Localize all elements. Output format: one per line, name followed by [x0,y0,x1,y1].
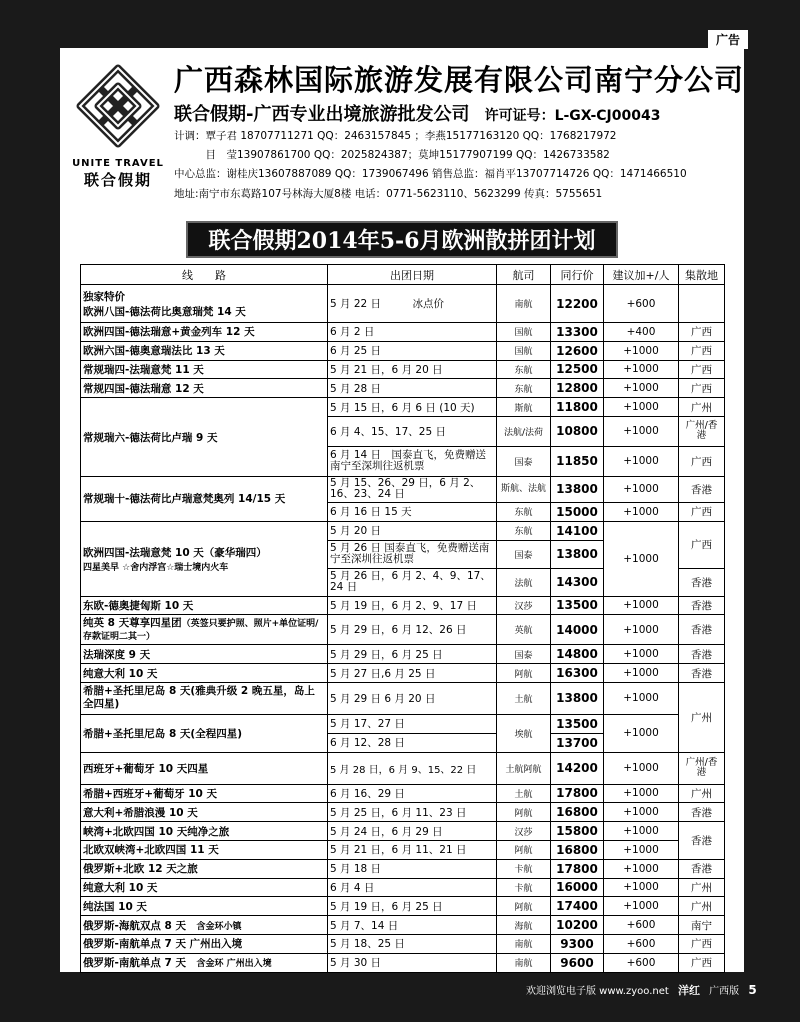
route-cell [81,615,328,645]
airline-cell: 国泰 [497,540,551,568]
dates-cell: 5 月 24 日，6 月 29 日 [328,822,497,841]
header-price: 同行价 [551,265,604,285]
table-row [81,596,725,615]
price-cell: 9300 [551,934,604,953]
logo-chinese: 联合假期 [83,171,152,189]
markup-cell: +1000 [604,803,679,822]
gather-cell: 广州/香港 [679,752,725,784]
dates-cell: 5 月 29 日，6 月 25 日 [328,645,497,664]
logo [66,60,170,204]
airline-cell: 国泰 [497,645,551,664]
route-cell: 俄罗斯+北欧 12 天之旅 [81,859,328,878]
company-name: 广西森林国际旅游发展有限公司南宁分公司 [174,63,745,97]
price-cell: 10800 [551,416,604,446]
markup-cell: +1000 [604,859,679,878]
markup-cell: +1000 [604,752,679,784]
table-row [81,398,725,417]
gather-cell: 香港 [679,859,725,878]
route-cell [81,521,328,596]
gather-cell: 香港 [679,615,725,645]
table-row [81,615,725,645]
gather-cell: 广西 [679,934,725,953]
dates-cell: 5 月 18 日 [328,859,497,878]
dates-cell: 5 月 22 日 冰点价 [328,285,497,323]
price-cell: 11800 [551,398,604,417]
plan-banner: 联合假期2014年5-6月欧洲散拼团计划 [186,221,618,258]
dates-cell: 6 月 12、28 日 [328,733,497,752]
airline-cell: 土航阿航 [497,752,551,784]
table-row [81,784,725,803]
contact-line: 计调：覃子君 18707711271 QQ：2463157845 ；李燕15177163120 QQ：1768217972 [174,130,617,142]
route-cell: 欧洲四国-德法瑞意+黄金列车 12 天 [81,323,328,342]
route-cell: 纯意大利 10 天 [81,664,328,683]
price-cell: 10200 [551,916,604,935]
table-header-row [81,265,725,285]
dates-cell: 5 月 29 日，6 月 12、26 日 [328,615,497,645]
route-cell: 常规瑞四-法瑞意梵 11 天 [81,360,328,379]
company-header [60,48,744,208]
header-route: 线 路 [81,265,328,285]
special-label: 独家特价 [83,290,125,303]
price-cell: 16000 [551,878,604,897]
markup-cell: +1000 [604,714,679,752]
footer-edition: 广西版 [709,986,740,997]
route-cell: 常规四国-德法瑞意 12 天 [81,379,328,398]
price-cell: 13300 [551,323,604,342]
airline-cell: 海航 [497,916,551,935]
table-row [81,953,725,972]
gather-cell: 南宁 [679,916,725,935]
license-number: 许可证号：L-GX-CJ00043 [484,108,661,124]
price-cell: 12500 [551,360,604,379]
dates-cell: 5 月 21 日，6 月 11、21 日 [328,840,497,859]
dates-cell: 5 月 19 日，6 月 2、9、17 日 [328,596,497,615]
gather-cell: 广州 [679,398,725,417]
airline-cell: 国航 [497,323,551,342]
dates-cell: 5 月 21 日，6 月 20 日 [328,360,497,379]
table-row [81,645,725,664]
route-cell: 法瑞深度 9 天 [81,645,328,664]
gather-cell: 广西 [679,953,725,972]
dates-cell: 5 月 28 日，6 月 9、15、22 日 [328,752,497,784]
airline-cell: 东航 [497,360,551,379]
markup-cell: +1000 [604,596,679,615]
price-cell: 17400 [551,897,604,916]
markup-cell: +1000 [604,476,679,502]
header-dates: 出团日期 [328,265,497,285]
dates-cell: 5 月 15 日，6 月 6 日 (10 天) [328,398,497,417]
airline-cell: 阿航 [497,897,551,916]
markup-cell: +600 [604,916,679,935]
gather-cell: 香港 [679,596,725,615]
airline-cell: 法航/法荷 [497,416,551,446]
route-cell: 意大利+希腊浪漫 10 天 [81,803,328,822]
dates-cell: 5 月 28 日 [328,379,497,398]
ad-tag: 广告 [708,30,748,49]
route-cell: 常规瑞六-德法荷比卢瑞 9 天 [81,398,328,477]
dates-cell: 5 月 20 日 [328,521,497,540]
route-cell: 希腊+圣托里尼岛 8 天(雅典升级 2 晚五星，岛上全四星) [81,682,328,714]
airline-cell: 东航 [497,521,551,540]
markup-cell: +1000 [604,502,679,521]
route-cell: 东欧-德奥捷匈斯 10 天 [81,596,328,615]
table-row [81,840,725,859]
page-footer [520,982,757,998]
markup-cell: +600 [604,953,679,972]
price-cell: 15800 [551,822,604,841]
gather-cell: 香港 [679,476,725,502]
header-markup: 建议加+/人 [604,265,679,285]
price-cell: 12600 [551,341,604,360]
price-cell: 17800 [551,859,604,878]
markup-cell: +1000 [604,840,679,859]
dates-cell: 6 月 4、15、17、25 日 [328,416,497,446]
gather-cell: 广西 [679,323,725,342]
markup-cell: +1000 [604,822,679,841]
route-name: 俄罗斯-海航双点 8 天 [83,919,186,932]
price-cell: 13500 [551,596,604,615]
subtitle: 联合假期-广西专业出境旅游批发公司 [174,104,470,125]
route-name: 纯英 8 天尊享四星团 [83,617,182,630]
airline-cell: 卡航 [497,878,551,897]
airline-cell: 南航 [497,934,551,953]
route-cell: 希腊+圣托里尼岛 8 天(全程四星) [81,714,328,752]
price-cell: 9600 [551,953,604,972]
price-cell: 13800 [551,682,604,714]
airline-cell: 南航 [497,285,551,323]
dates-cell: 5 月 27 日,6 月 25 日 [328,664,497,683]
table-row [81,341,725,360]
table-row [81,664,725,683]
route-name: 俄罗斯-南航单点 7 天 [83,957,186,970]
markup-cell: +1000 [604,379,679,398]
dates-cell: 5 月 18、25 日 [328,934,497,953]
table-row [81,360,725,379]
route-cell: 西班牙+葡萄牙 10 天四星 [81,752,328,784]
markup-cell: +1000 [604,615,679,645]
table-row [81,878,725,897]
gather-cell: 广州 [679,878,725,897]
gather-cell: 广西 [679,446,725,476]
route-cell: 纯法国 10 天 [81,897,328,916]
airline-cell: 南航 [497,953,551,972]
contact-address: 地址:南宁市东葛路107号林海大厦8楼 电话：0771-5623110、5623299 传真：5755651 [174,188,603,200]
route-name: 欧洲八国-德法荷比奥意瑞梵 14 天 [83,305,246,318]
table-row [81,521,725,540]
gather-cell: 广西 [679,521,725,568]
price-cell: 13500 [551,714,604,733]
route-note: （英签只要护照、照片+单位证明/存款证明二其一） [83,619,319,642]
logo-english: UNITE TRAVEL [72,158,164,169]
markup-cell: +1000 [604,664,679,683]
dates-cell: 5 月 17、27 日 [328,714,497,733]
route-note: 含金环小镇 [196,921,242,932]
gather-cell: 广州 [679,897,725,916]
dates-cell: 5 月 25 日，6 月 11、23 日 [328,803,497,822]
dates-cell: 5 月 26 日，6 月 2、4、9、17、24 日 [328,568,497,596]
markup-cell: +1000 [604,897,679,916]
price-cell: 14200 [551,752,604,784]
header-gather: 集散地 [679,265,725,285]
table-row [81,323,725,342]
price-cell: 14100 [551,521,604,540]
gather-cell: 香港 [679,803,725,822]
price-cell: 13800 [551,540,604,568]
route-name: 欧洲四国-法瑞意梵 10 天（豪华瑞四） [83,546,267,559]
route-cell [81,953,328,972]
tour-table [80,264,725,973]
gather-cell: 广西 [679,502,725,521]
gather-cell: 广西 [679,341,725,360]
gather-cell: 广西 [679,379,725,398]
route-cell [81,285,328,323]
route-cell: 希腊+西班牙+葡萄牙 10 天 [81,784,328,803]
contact-line: 中心总监：谢桂庆13607887089 QQ：1739067496 销售总监：福肖平13707714726 QQ：1471466510 [174,168,687,180]
airline-cell: 土航 [497,682,551,714]
dates-cell: 6 月 4 日 [328,878,497,897]
route-cell: 纯意大利 10 天 [81,878,328,897]
table-row [81,916,725,935]
table-row [81,714,725,733]
footer-brand: 洋红 [677,984,700,997]
table-row [81,859,725,878]
markup-cell: +1000 [604,521,679,596]
gather-cell: 广州 [679,784,725,803]
table-row [81,897,725,916]
price-cell: 15000 [551,502,604,521]
airline-cell: 东航 [497,502,551,521]
price-cell: 13700 [551,733,604,752]
airline-cell: 阿航 [497,840,551,859]
table-row [81,476,725,502]
price-cell: 17800 [551,784,604,803]
dates-cell: 5 月 30 日 [328,953,497,972]
header-airline: 航司 [497,265,551,285]
price-cell: 16300 [551,664,604,683]
dates-cell: 6 月 16 日 15 天 [328,502,497,521]
content-panel [60,48,744,972]
price-cell: 14000 [551,615,604,645]
dates-cell: 5 月 15、26、29 日，6 月 2、16、23、24 日 [328,476,497,502]
markup-cell: +600 [604,934,679,953]
markup-cell: +1000 [604,341,679,360]
route-cell: 北欧双峡湾+北欧四国 11 天 [81,840,328,859]
airline-cell: 东航 [497,379,551,398]
route-note: 含金环 广州出入境 [196,959,272,970]
markup-cell: +1000 [604,398,679,417]
table-row [81,752,725,784]
markup-cell: +400 [604,323,679,342]
markup-cell: +1000 [604,784,679,803]
airline-cell: 斯航、法航 [497,476,551,502]
price-cell: 16800 [551,840,604,859]
dates-cell: 5 月 29 日 6 月 20 日 [328,682,497,714]
dates-cell: 6 月 25 日 [328,341,497,360]
airline-cell: 卡航 [497,859,551,878]
airline-cell: 国航 [497,341,551,360]
price-cell: 12200 [551,285,604,323]
gather-cell: 香港 [679,645,725,664]
table-row [81,379,725,398]
route-cell: 常规瑞十-德法荷比卢瑞意梵奥列 14/15 天 [81,476,328,521]
table-row [81,822,725,841]
dates-cell: 5 月 26 日 国泰直飞，免费赠送南宁至深圳往返机票 [328,540,497,568]
endless-knot-icon [72,60,164,156]
airline-cell: 土航 [497,784,551,803]
route-note: 四星美早 ☆舍内浮宫☆瑞士境内火车 [83,562,229,573]
table-row [81,934,725,953]
price-cell: 14300 [551,568,604,596]
markup-cell: +1000 [604,645,679,664]
markup-cell: +1000 [604,416,679,446]
dates-cell: 5 月 7、14 日 [328,916,497,935]
markup-cell: +1000 [604,360,679,379]
airline-cell: 国泰 [497,446,551,476]
markup-cell: +1000 [604,446,679,476]
markup-cell: +1000 [604,878,679,897]
markup-cell: +600 [604,285,679,323]
route-cell: 峡湾+北欧四国 10 天纯净之旅 [81,822,328,841]
gather-cell: 香港 [679,568,725,596]
gather-cell [679,285,725,323]
airline-cell: 阿航 [497,803,551,822]
price-cell: 14800 [551,645,604,664]
subtitle-line [174,100,744,126]
contact-line: 目 莹13907861700 QQ：2025824387；莫坤15177907199 QQ：1426733582 [174,149,610,161]
gather-cell: 香港 [679,664,725,683]
dates-cell: 5 月 19 日，6 月 25 日 [328,897,497,916]
dates-cell: 6 月 16、29 日 [328,784,497,803]
airline-cell: 英航 [497,615,551,645]
airline-cell: 阿航 [497,664,551,683]
markup-cell: +1000 [604,682,679,714]
route-cell: 俄罗斯-南航单点 7 天 广州出入境 [81,934,328,953]
page-number: 5 [748,983,757,997]
price-cell: 13800 [551,476,604,502]
dates-cell: 6 月 14 日 国泰直飞，免费赠送南宁至深圳往返机票 [328,446,497,476]
gather-cell: 广西 [679,360,725,379]
dates-cell: 6 月 2 日 [328,323,497,342]
airline-cell: 斯航 [497,398,551,417]
price-cell: 16800 [551,803,604,822]
table-row [81,682,725,714]
price-cell: 11850 [551,446,604,476]
price-cell: 12800 [551,379,604,398]
route-cell: 欧洲六国-德奥意瑞法比 13 天 [81,341,328,360]
airline-cell: 埃航 [497,714,551,752]
airline-cell: 汉莎 [497,596,551,615]
gather-cell: 广州 [679,682,725,752]
airline-cell: 汉莎 [497,822,551,841]
route-cell [81,916,328,935]
gather-cell: 香港 [679,822,725,860]
table-row [81,803,725,822]
footer-website: 欢迎浏览电子版 www.zyoo.net [526,986,669,997]
table-row [81,285,725,323]
gather-cell: 广州/香港 [679,416,725,446]
airline-cell: 法航 [497,568,551,596]
